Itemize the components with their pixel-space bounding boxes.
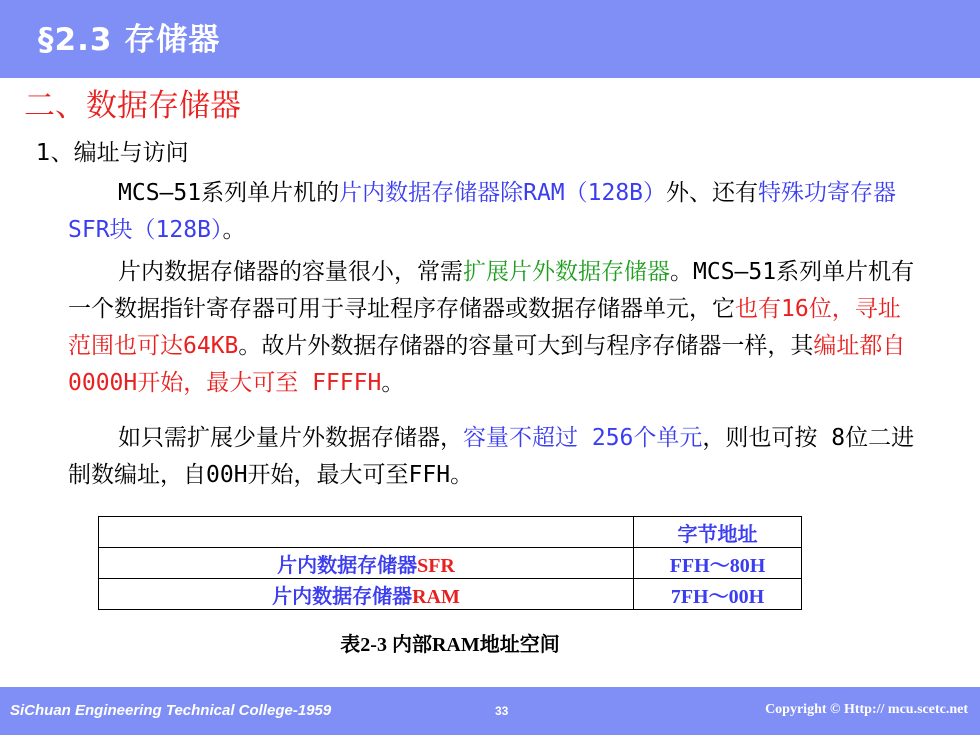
table-cell: FFH～80H xyxy=(634,548,802,579)
paragraph-3 xyxy=(68,420,918,494)
highlight-text: 片内数据存储器除RAM（128B） xyxy=(339,180,667,206)
footer-copyright: Copyright © Http:// mcu.scetc.net xyxy=(765,702,968,717)
highlight-text: 容量不超过 256个单元 xyxy=(463,425,703,451)
paragraph-2 xyxy=(68,254,918,402)
text-span: 。 xyxy=(222,217,246,243)
page-number: 33 xyxy=(495,704,509,718)
footer-college: SiChuan Engineering Technical College-1959 xyxy=(10,702,332,719)
subsection-title: 1、编址与访问 xyxy=(36,140,189,166)
table-header-cell xyxy=(99,517,634,548)
row-label-highlight: SFR xyxy=(417,554,455,577)
highlight-text: 扩展片外数据存储器 xyxy=(463,259,670,285)
text-span: 。 xyxy=(381,370,405,396)
text-span: 。MCS—51系列单片机有一个数据指针寄存器可用于寻址程序存储器或数据存储器单元，它 xyxy=(68,259,915,322)
row-label: 片内数据存储器 xyxy=(272,585,413,608)
ram-address-table xyxy=(98,516,802,610)
table-header-cell: 字节地址 xyxy=(634,517,802,548)
table-header-row xyxy=(99,517,802,548)
text-span: ，则也可按 8位二进制数编址，自00H开始，最大可至FFH。 xyxy=(68,425,915,488)
table-row xyxy=(99,579,802,610)
highlight-text: 编址都自0000H开始，最大可至 FFFFH xyxy=(68,333,906,396)
table-caption: 表2-3 内部RAM地址空间 xyxy=(340,634,560,656)
highlight-text: 也有16位，寻址范围也可达64KB xyxy=(68,296,901,359)
paragraph-1 xyxy=(68,175,918,249)
text-span: 片内数据存储器的容量很小，常需 xyxy=(118,259,463,285)
text-span: MCS—51系列单片机的 xyxy=(118,180,340,206)
row-label: 片内数据存储器 xyxy=(277,554,418,577)
highlight-text: 特殊功寄存器SFR块（128B） xyxy=(68,180,897,243)
row-label-highlight: RAM xyxy=(412,585,460,608)
table-cell xyxy=(99,579,634,610)
footer-band xyxy=(0,687,980,735)
table-row xyxy=(99,548,802,579)
text-span: 外、还有 xyxy=(666,180,759,206)
section-title: 二、数据存储器 xyxy=(24,88,241,124)
header-band xyxy=(0,0,980,78)
text-span: 如只需扩展少量片外数据存储器， xyxy=(118,425,463,451)
slide-title: §2.3 存储器 xyxy=(38,22,221,58)
table-cell: 7FH～00H xyxy=(634,579,802,610)
table-cell xyxy=(99,548,634,579)
text-span: 。故片外数据存储器的容量可大到与程序存储器一样，其 xyxy=(238,333,814,359)
